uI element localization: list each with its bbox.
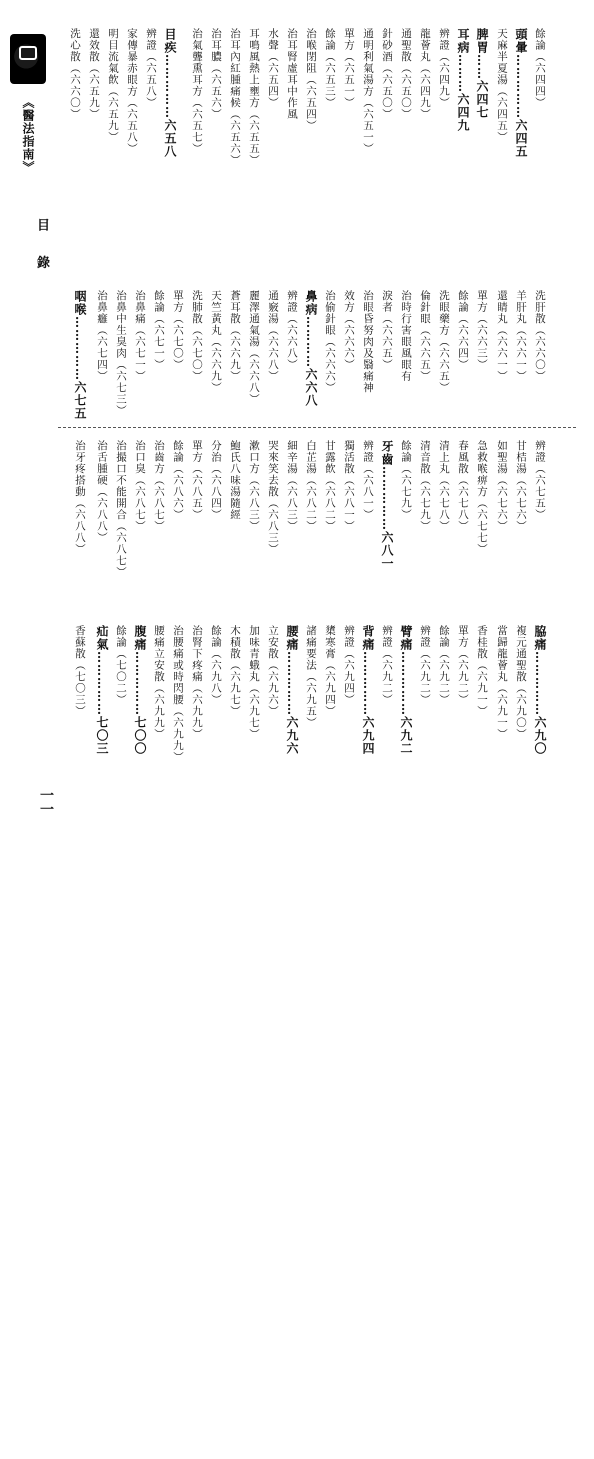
toc-entry: 餘論（六八六） [172, 440, 184, 521]
toc-entry: 餘論（六四四） [534, 28, 546, 109]
toc-heading: 疝氣……………七〇三 [95, 625, 109, 755]
toc-entry: 香蘇散（七〇三） [74, 625, 86, 717]
toc-entry: 複元通聖散（六九〇） [515, 625, 527, 740]
toc-entry: 效方（六六六） [343, 290, 355, 371]
toc-heading: 腹痛……………七〇〇 [133, 625, 147, 755]
toc-entry: 倫針眼（六六五） [419, 290, 431, 382]
toc-entry: 當歸龍薈丸（六九一） [496, 625, 508, 740]
toc-entry: 治氣聾熏耳方（六五七） [191, 28, 203, 155]
toc-entry: 還睛丸（六六一） [496, 290, 508, 382]
toc-entry: 通明利氣湯方（六五一） [362, 28, 374, 155]
toc-entry: 治鼻痛（六七一） [134, 290, 146, 382]
section-label: 目 錄 [34, 218, 49, 279]
toc-entry: 治齒方（六八七） [153, 440, 165, 532]
toc-entry: 水聲（六五四） [267, 28, 279, 109]
toc-entry: 木積散（六九七） [229, 625, 241, 717]
book-title: 《醫法指南》 [21, 96, 35, 174]
toc-entry: 辨證（六九二） [381, 625, 393, 706]
toc-entry: 治牙疼搭動（六八八） [74, 440, 86, 555]
toc-entry: 立安散（六九六） [267, 625, 279, 717]
toc-entry: 治耳膿（六五六） [210, 28, 222, 120]
toc-entry: 甘露飲（六八二） [324, 440, 336, 532]
toc-entry: 麗澤通氣湯（六六八） [248, 290, 260, 405]
toc-entry: 辨證（六七五） [534, 440, 546, 521]
toc-entry: 諸痛要法（六九五） [305, 625, 317, 729]
toc-entry: 餘論（七〇二） [115, 625, 127, 706]
toc-entry: 單方（六七〇） [172, 290, 184, 371]
toc-entry: 香桂散（六九一） [476, 625, 488, 717]
toc-entry: 清音散（六七九） [419, 440, 431, 532]
toc-entry: 辨證（六六八） [286, 290, 298, 371]
toc-entry: 橥寒膏（六九四） [324, 625, 336, 717]
toc-entry: 漱口方（六八三） [248, 440, 260, 532]
toc-entry: 辨證（六四九） [438, 28, 450, 109]
toc-entry: 細辛湯（六八三） [286, 440, 298, 532]
toc-entry: 餘論（六五三） [324, 28, 336, 109]
toc-entry: 通聖散（六五〇） [400, 28, 412, 120]
toc-entry: 耳鳴風熱上壅方（六五五） [248, 28, 260, 166]
toc-entry: 洗心散（六六〇） [69, 28, 81, 120]
toc-heading: 鼻病…………六六八 [304, 290, 318, 407]
toc-entry: 天麻半夏湯（六四五） [496, 28, 508, 143]
toc-entry: 淚者（六六五） [381, 290, 393, 371]
toc-entry: 治耳內紅腫痛候（六五六） [229, 28, 241, 166]
toc-entry: 急救喉痹方（六七七） [476, 440, 488, 555]
toc-entry: 白芷湯（六八二） [305, 440, 317, 532]
toc-entry: 家傳暴赤眼方（六五八） [126, 28, 138, 155]
toc-entry: 治撮口不能開合（六八七） [115, 440, 127, 578]
toc-heading: 耳病………六四九 [456, 28, 470, 132]
toc-entry: 治耳腎虛耳中作風 [286, 28, 298, 120]
toc-entry: 腰痛立安散（六九九） [153, 625, 165, 740]
toc-entry: 餘論（六七九） [400, 440, 412, 521]
toc-entry: 治舌腫硬（六八八） [96, 440, 108, 544]
toc-entry: 治腰痛或時閃腰（六九九） [172, 625, 184, 763]
toc-entry: 治時行害眼風眼有 [400, 290, 412, 382]
toc-entry: 辨證（六九四） [343, 625, 355, 706]
toc-entry: 如聖湯（六七六） [496, 440, 508, 532]
toc-entry: 鮑氏八味湯隨經 [229, 440, 241, 521]
toc-entry: 治腎下疼痛（六九九） [191, 625, 203, 740]
toc-entry: 針砂酒（六五〇） [381, 28, 393, 120]
toc-entry: 獨活散（六八一） [343, 440, 355, 532]
toc-entry: 治喉閉阻（六五四） [305, 28, 317, 132]
toc-entry: 還效散（六五九） [88, 28, 100, 120]
toc-entry: 蒼耳散（六六九） [229, 290, 241, 382]
toc-entry: 明目流氣飲（六五九） [107, 28, 119, 143]
toc-block [0, 625, 570, 1459]
toc-heading: 咽喉……………六七五 [73, 290, 87, 420]
toc-heading: 脇痛……………六九〇 [533, 625, 547, 755]
toc-entry: 單方（六五一） [343, 28, 355, 109]
toc-entry: 羊肝丸（六六一） [515, 290, 527, 382]
toc-entry: 治偷針眼（六六六） [324, 290, 336, 394]
toc-entry: 餘論（六九八） [210, 625, 222, 706]
toc-entry: 通竅湯（六六八） [267, 290, 279, 382]
toc-entry: 洗肺散（六七〇） [191, 290, 203, 382]
toc-heading: 目疾……………六五八 [163, 28, 177, 158]
toc-entry: 清上丸（六七八） [438, 440, 450, 532]
toc-entry: 單方（六九二） [457, 625, 469, 706]
toc-heading: 腰痛……………六九六 [285, 625, 299, 755]
toc-entry: 天竺黃丸（六六九） [210, 290, 222, 394]
toc-heading: 頭暈……………六四五 [514, 28, 528, 158]
toc-entry: 春風散（六七八） [457, 440, 469, 532]
toc-entry: 治口臭（六八七） [134, 440, 146, 532]
toc-heading: 脾胃……六四七 [475, 28, 489, 119]
toc-heading: 牙齒……………六八一 [380, 440, 394, 570]
toc-entry: 辨證（六五八） [145, 28, 157, 109]
toc-entry: 餘論（六七一） [153, 290, 165, 371]
toc-entry: 分治（六八四） [210, 440, 222, 521]
toc-entry: 洗肝散（六六〇） [534, 290, 546, 382]
toc-entry: 治眼昏努肉及翳痛神 [362, 290, 374, 394]
toc-entry: 洗眼藥方（六六五） [438, 290, 450, 394]
toc-entry: 甘桔湯（六七六） [515, 440, 527, 532]
toc-entry: 餘論（六六四） [457, 290, 469, 371]
toc-entry: 餘論（六九二） [438, 625, 450, 706]
toc-entry: 辨證（六八一） [362, 440, 374, 521]
toc-entry: 哭來笑去散（六八三） [267, 440, 279, 555]
toc-entry: 治鼻中生臭肉（六七三） [115, 290, 127, 417]
toc-entry: 單方（六八五） [191, 440, 203, 521]
toc-entry: 辨證（六九二） [419, 625, 431, 706]
toc-entry: 加味青蛾丸（六九七） [248, 625, 260, 740]
toc-entry: 單方（六六三） [476, 290, 488, 371]
toc-heading: 臂痛……………六九二 [399, 625, 413, 755]
toc-entry: 治鼻癰（六七四） [96, 290, 108, 382]
toc-entry: 龍薈丸（六四九） [419, 28, 431, 120]
page-number: 一一 [38, 788, 54, 816]
toc-heading: 背痛……………六九四 [361, 625, 375, 755]
